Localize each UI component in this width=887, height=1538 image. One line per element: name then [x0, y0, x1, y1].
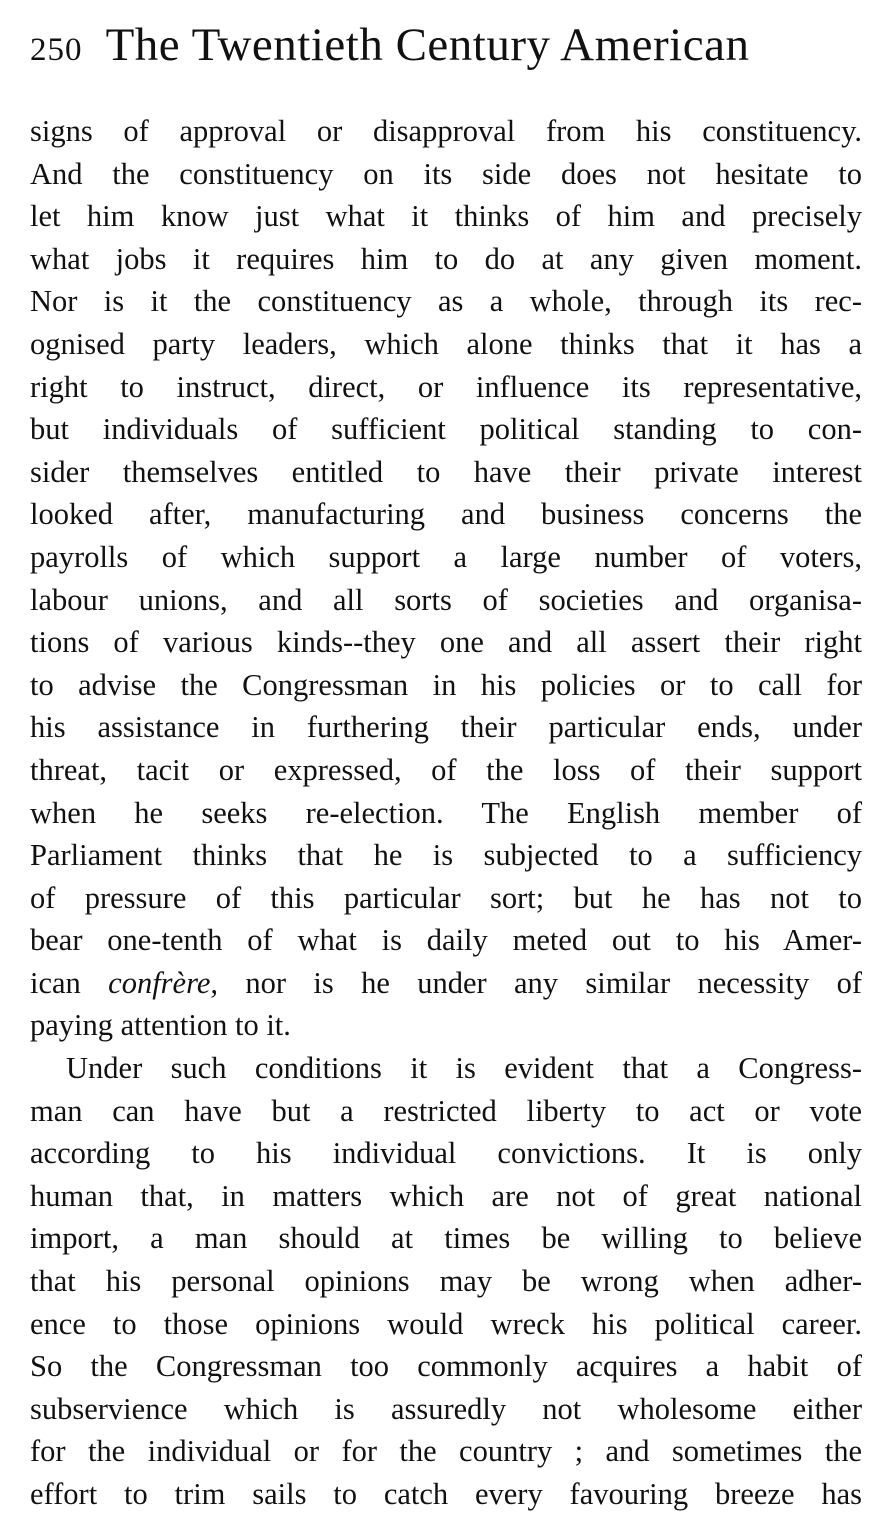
- text-line: effort to trim sails to catch every favouring breeze has: [30, 1477, 862, 1511]
- paragraph-2: [30, 1047, 862, 1516]
- text-line-with-italic: [30, 962, 862, 1005]
- text-line: that his personal opinions may be wrong when adher-: [30, 1264, 862, 1299]
- text-fragment: nor is he under any similar necessity of: [245, 965, 863, 1000]
- text-line: his assistance in furthering their particular ends, under: [30, 710, 862, 745]
- text-line-last: paying attention to it.: [30, 1008, 291, 1043]
- italic-word: confrère,: [108, 965, 218, 1000]
- text-line: signs of approval or disapproval from his constituency.: [30, 114, 862, 148]
- text-line-indented: Under such conditions it is evident that a Congress-: [66, 1051, 862, 1086]
- text-line: man can have but a restricted liberty to act or vote: [30, 1093, 862, 1128]
- text-line: looked after, manufacturing and business concerns the: [30, 497, 862, 532]
- text-line: to advise the Congressman in his policies or to call for: [30, 667, 862, 702]
- text-line: sider themselves entitled to have their private interest: [30, 454, 862, 489]
- text-line: according to his individual convictions. It is only: [30, 1136, 862, 1171]
- running-title: The Twentieth Century American: [105, 19, 750, 71]
- text-line: Nor is it the constituency as a whole, through its rec-: [30, 284, 862, 319]
- text-line: human that, in matters which are not of great national: [30, 1178, 862, 1213]
- text-line: subservience which is assuredly not wholesome either: [30, 1391, 862, 1426]
- text-line: So the Congressman too commonly acquires a habit of: [30, 1349, 862, 1384]
- text-line: labour unions, and all sorts of societies and organisa-: [30, 582, 862, 617]
- text-line: but individuals of sufficient political standing to con-: [30, 412, 862, 447]
- text-line: threat, tacit or expressed, of the loss of their support: [30, 752, 862, 787]
- text-line: ognised party leaders, which alone thinks that it has a: [30, 326, 862, 361]
- text-line: for the individual or for the country ; and sometimes the: [30, 1434, 862, 1469]
- paragraph-1: [30, 110, 862, 1047]
- text-line: right to instruct, direct, or influence its representative,: [30, 369, 862, 404]
- text-line: let him know just what it thinks of him and precisely: [30, 199, 862, 234]
- page-header: [30, 18, 860, 78]
- text-line: And the constituency on its side does not hesitate to: [30, 156, 862, 191]
- text-line: Parliament thinks that he is subjected to a sufficiency: [30, 838, 862, 873]
- page-number: 250: [30, 32, 83, 68]
- text-fragment: ican: [30, 965, 81, 1000]
- body-text: [30, 110, 862, 1516]
- text-line: bear one-tenth of what is daily meted out to his Amer-: [30, 923, 862, 958]
- text-line: tions of various kinds--they one and all assert their right: [30, 625, 862, 660]
- text-line: payrolls of which support a large number of voters,: [30, 539, 862, 574]
- text-line: import, a man should at times be willing to believe: [30, 1221, 862, 1256]
- text-line: when he seeks re-election. The English member of: [30, 795, 862, 830]
- text-line: ence to those opinions would wreck his political career.: [30, 1306, 862, 1341]
- text-line: what jobs it requires him to do at any given moment.: [30, 241, 862, 276]
- text-line: of pressure of this particular sort; but he has not to: [30, 880, 862, 915]
